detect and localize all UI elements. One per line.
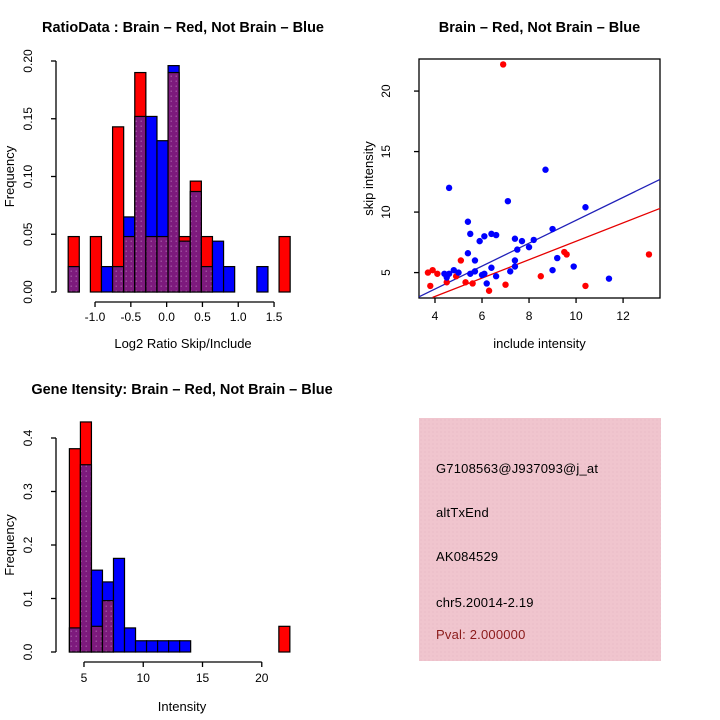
scatter-point [646,251,652,257]
scatter-point [481,271,487,277]
y-tick-label: 0.4 [21,429,35,447]
y-tick-label: 0.20 [21,49,35,73]
scatter-point [469,280,475,286]
hist-bar-overlap [124,237,135,292]
hist-bar-overlap [91,626,102,652]
y-axis-title: skip intensity [361,141,376,216]
y-tick-label: 5 [379,269,393,276]
hist-bar [180,641,191,652]
scatter-point [563,251,569,257]
x-tick-label: 0.0 [158,310,175,324]
hist-bar-overlap [168,73,179,292]
scatter-point [465,250,471,256]
y-tick-label: 0.15 [21,107,35,131]
scatter-point [458,257,464,263]
y-axis-title: Frequency [2,145,17,208]
probe-id-text: G7108563@J937093@j_at [436,461,599,476]
y-tick-label: 0.00 [21,280,35,304]
x-tick-label: 5 [80,671,88,685]
hist-bar-overlap [80,465,91,652]
hist-bar [279,237,290,292]
x-tick-label: 20 [255,671,269,685]
hist-bar-overlap [190,192,201,292]
axes [414,59,660,303]
y-tick-label: 0.3 [21,483,35,500]
hist-bar [101,267,112,292]
scatter-point [512,263,518,269]
scatter-point [512,236,518,242]
y-tick-label: 0.1 [21,590,35,607]
scatter-point [467,231,473,237]
fit-lines [419,179,660,297]
hist-bar [113,558,124,652]
histogram-bars [69,422,289,652]
hist-bar-overlap [102,601,113,652]
scatter-point [519,238,525,244]
x-tick-label: 12 [616,309,630,323]
scatter-point [465,219,471,225]
hist-bar-overlap [113,267,124,292]
y-tick-label: 0.05 [21,222,35,246]
hist-bar [169,641,180,652]
x-tick-label: 6 [478,309,486,323]
scatter-point [571,263,577,269]
scatter-point [526,244,532,250]
scatter-point [554,255,560,261]
x-tick-label: 10 [136,671,150,685]
hist-bar-overlap [179,241,190,292]
hist-bar-overlap [135,116,146,292]
scatter-point [427,283,433,289]
x-tick-label: -0.5 [120,310,142,324]
histogram-bars [68,66,290,292]
scatter-point [505,198,511,204]
hist-bar [90,237,101,292]
scatter-point [488,265,494,271]
y-tick-label: 20 [379,84,393,98]
hist-bar [125,628,136,652]
accession-text: AK084529 [436,549,499,564]
scatter-point [582,283,588,289]
chart-title: Gene Itensity: Brain – Red, Not Brain – Blue [31,382,333,398]
chart-title: Brain – Red, Not Brain – Blue [438,20,641,36]
x-axis-title: Log2 Ratio Skip/Include [114,336,252,351]
x-tick-label: 8 [525,309,533,323]
scatter-point [444,274,450,280]
x-axis-title: include intensity [493,336,586,351]
hist-bar [158,641,169,652]
scatter-point [542,167,548,173]
scatter-point [582,204,588,210]
info-panel [360,360,720,720]
hist-bar [279,626,290,652]
x-tick-label: 0.5 [194,310,211,324]
scatter-panel [360,0,720,360]
scatter-point [500,61,506,67]
scatter-point [507,268,513,274]
scatter-point [486,288,492,294]
scatter-point [514,246,520,252]
scatter-point [538,273,544,279]
hist-bar [257,267,268,292]
scatter-point [606,275,612,281]
scatter-point [531,237,537,243]
scatter-point [484,280,490,286]
y-tick-label: 15 [379,144,393,159]
scatter-points-red [425,61,652,294]
scatter-point [472,257,478,263]
hist-bar [212,241,223,292]
x-axis-title: Intensity [157,699,207,714]
scatter-point [493,232,499,238]
y-tick-label: 10 [379,205,393,219]
y-tick-label: 0.0 [21,643,35,661]
gene-histogram-panel [0,360,360,720]
ratio-histogram-panel [0,0,360,360]
y-tick-label: 0.10 [21,164,35,189]
scatter-point [502,281,508,287]
x-tick-label: 1.5 [265,310,283,324]
locus-text: chr5.20014-2.19 [436,595,534,610]
info-box [419,418,661,661]
x-tick-label: 10 [569,309,583,323]
scatter-point [472,268,478,274]
hist-bar-overlap [201,267,212,292]
scatter-point [481,233,487,239]
scatter-point [493,273,499,279]
plot-box [419,59,660,298]
hist-bar [147,641,158,652]
x-tick-label: 15 [195,671,210,685]
x-tick-label: 1.0 [229,310,247,324]
hist-bar [69,449,80,652]
scatter-point [512,257,518,263]
scatter-point [462,279,468,285]
x-tick-label: -1.0 [84,310,106,324]
pval-text: Pval: 2.000000 [436,627,526,642]
scatter-point [549,267,555,273]
hist-bar-overlap [157,237,168,292]
hist-bar [224,267,235,292]
scatter-point [476,238,482,244]
event-type-text: altTxEnd [436,505,489,520]
chart-title: RatioData : Brain – Red, Not Brain – Blue [42,20,324,36]
hist-bar-overlap [146,237,157,292]
y-tick-label: 0.2 [21,536,35,554]
hist-bar [136,641,147,652]
y-axis-title: Frequency [2,514,17,576]
hist-bar-overlap [69,628,80,652]
hist-bar-overlap [68,267,79,292]
scatter-point [455,269,461,275]
scatter-point [549,226,555,232]
scatter-point [434,271,440,277]
scatter-point [446,185,452,191]
scatter-points-blue [441,167,612,287]
x-tick-label: 4 [431,309,439,323]
